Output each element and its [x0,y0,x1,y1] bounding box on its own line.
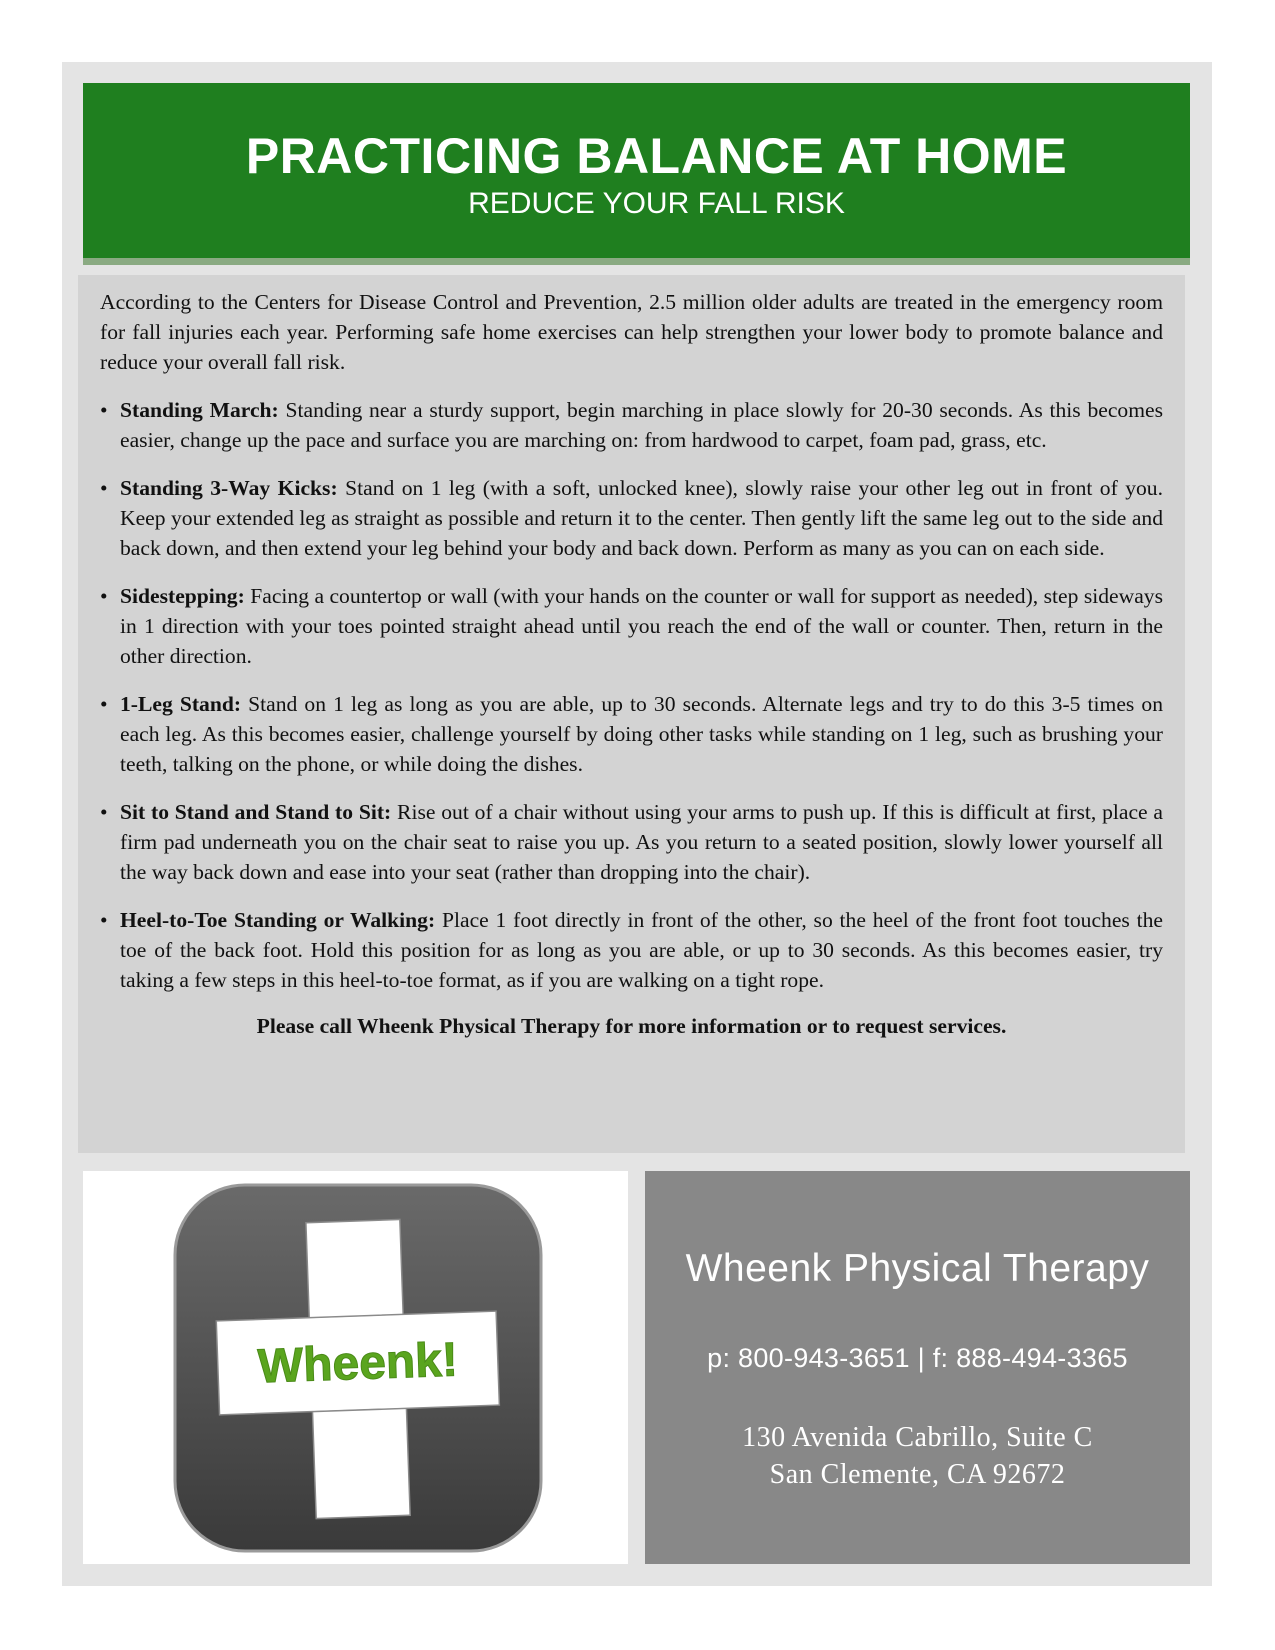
exercise-item [100,473,1163,563]
logo-panel [83,1171,628,1564]
phone-fax: p: 800-943-3651 | f: 888-494-3365 [707,1343,1128,1373]
intro-paragraph: According to the Centers for Disease Control and Prevention, 2.5 million older adults are treated in the emergency room for fall injuries each year. Performing safe home exercises can help strengthen your lower body to promote balance and reduce your overall fall risk. [100,290,1163,374]
exercise-name: Standing 3-Way Kicks: [120,476,346,500]
exercise-description: Standing near a sturdy support, begin marching in place slowly for 20-30 seconds. As this becomes easier, change up the pace and surface you are marching on: from hardwood to carpet, foam pad, grass, etc. [120,398,1163,452]
bullet-icon: • [100,692,108,716]
call-to-action: Please call Wheenk Physical Therapy for more information or to request services. [256,1014,1007,1038]
exercise-description: Stand on 1 leg as long as you are able, up to 30 seconds. Alternate legs and try to do this 3-5 times on each leg. As this becomes easier, challenge yourself by doing other tasks while standing on 1 leg, such as brushing your teeth, talking on the phone, or while doing the dishes. [120,692,1163,776]
medical-cross-app-icon [173,1183,543,1553]
content-panel [78,275,1185,1153]
address-line-1: 130 Avenida Cabrillo, Suite C [742,1422,1093,1453]
address-line-2: San Clemente, CA 92672 [769,1459,1066,1490]
exercise-item [100,689,1163,779]
contact-panel [645,1171,1190,1564]
exercise-description: Stand on 1 leg (with a soft, unlocked knee), slowly raise your other leg out in front of you. Keep your extended leg as straight as possible and return it to the center. Then gently lift the same leg out to the side and back down, and then extend your leg behind your body and back down. Perform as many as you can on each side. [120,476,1164,560]
exercise-description: Place 1 foot directly in front of the other, so the heel of the front foot touches the toe of the back foot. Hold this position for as long as you are able, or up to 30 seconds. As this becomes easier, try taking a few steps in this heel-to-toe format, as if you are walking on a tight rope. [120,908,1163,992]
page-subtitle: REDUCE YOUR FALL RISK [468,187,845,220]
exercise-list [100,395,1163,995]
exercise-name: Sit to Stand and Stand to Sit: [120,800,398,824]
exercise-name: Sidestepping: [120,584,251,608]
bullet-icon: • [100,908,108,932]
exercise-description: Facing a countertop or wall (with your hands on the counter or wall for support as needed), step sideways in 1 direction with your toes pointed straight ahead until you reach the end of the wall or counter. Then, return in the other direction. [120,584,1163,668]
header-banner [83,83,1190,265]
exercise-item [100,395,1163,455]
page-title: PRACTICING BALANCE AT HOME [245,128,1068,184]
clinic-name: Wheenk Physical Therapy [685,1247,1150,1290]
exercise-item [100,905,1163,995]
clinic-address [645,1419,1190,1493]
exercise-name: 1-Leg Stand: [120,692,249,716]
logo-text: Wheenk! [256,1333,459,1394]
exercise-name: Heel-to-Toe Standing or Walking: [120,908,442,932]
exercise-description: Rise out of a chair without using your arms to push up. If this is difficult at first, place a firm pad underneath you on the chair seat to raise you up. As you return to a seated position, slowly lower yourself all the way back down and ease into your seat (rather than dropping into the chair). [120,800,1164,884]
bullet-icon: • [100,398,108,422]
exercise-item [100,581,1163,671]
bullet-icon: • [100,476,108,500]
bullet-icon: • [100,800,108,824]
exercise-name: Standing March: [120,398,286,422]
exercise-item [100,797,1163,887]
bullet-icon: • [100,584,108,608]
